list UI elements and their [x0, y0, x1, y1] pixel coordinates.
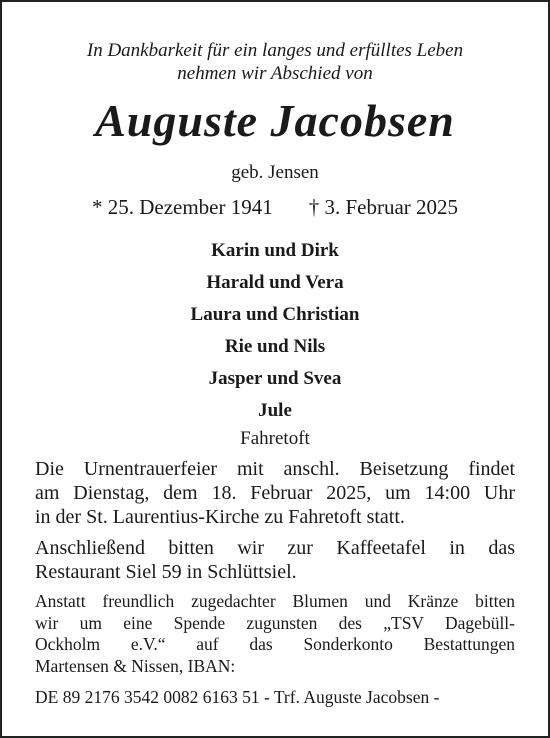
intro-line-1: In Dankbarkeit für ein langes und erfülltes Leben — [86, 40, 464, 61]
donation-line: Anstatt freundlich zugedachter Blumen und Kränze bitten — [35, 591, 515, 611]
birth-date: * 25. Dezember 1941 — [91, 195, 273, 219]
coffee-paragraph — [35, 536, 515, 584]
family-member: Jule — [258, 400, 292, 421]
donation-line: Martensen & Nissen, IBAN: — [35, 655, 236, 676]
maiden-name: geb. Jensen — [231, 162, 319, 183]
family-member: Karin und Dirk — [211, 240, 339, 261]
coffee-line: Anschließend bitten wir zur Kaffeetafel in das — [35, 537, 515, 559]
donation-line: Ockholm e.V.“ auf das Sonderkonto Bestattungen — [35, 634, 515, 654]
family-list — [35, 235, 515, 427]
deceased-name: Auguste Jacobsen — [95, 95, 455, 146]
ceremony-paragraph — [35, 457, 515, 529]
ceremony-line: am Dienstag, dem 18. Februar 2025, um 14:00 Uhr — [35, 482, 515, 504]
coffee-line: Restaurant Siel 59 in Schlüttsiel. — [35, 561, 297, 583]
donation-line: wir um eine Spende zugunsten des „TSV Dagebüll- — [35, 612, 515, 633]
intro-line-2: nehmen wir Abschied von — [177, 63, 373, 84]
donation-paragraph — [35, 591, 515, 677]
ceremony-line: in der St. Laurentius-Kirche zu Fahretoft statt. — [35, 506, 405, 528]
iban-line: DE 89 2176 3542 0082 6163 51 - Trf. Auguste Jacobsen - — [35, 687, 440, 707]
family-member: Laura und Christian — [190, 304, 360, 325]
family-member: Rie und Nils — [224, 336, 326, 357]
place-name: Fahretoft — [240, 428, 310, 449]
life-dates — [35, 195, 515, 220]
family-member: Jasper und Svea — [208, 368, 342, 389]
ceremony-line: Die Urnentrauerfeier mit anschl. Beisetzung findet — [35, 458, 515, 480]
family-member: Harald und Vera — [206, 272, 344, 293]
death-date: † 3. Februar 2025 — [308, 195, 459, 219]
